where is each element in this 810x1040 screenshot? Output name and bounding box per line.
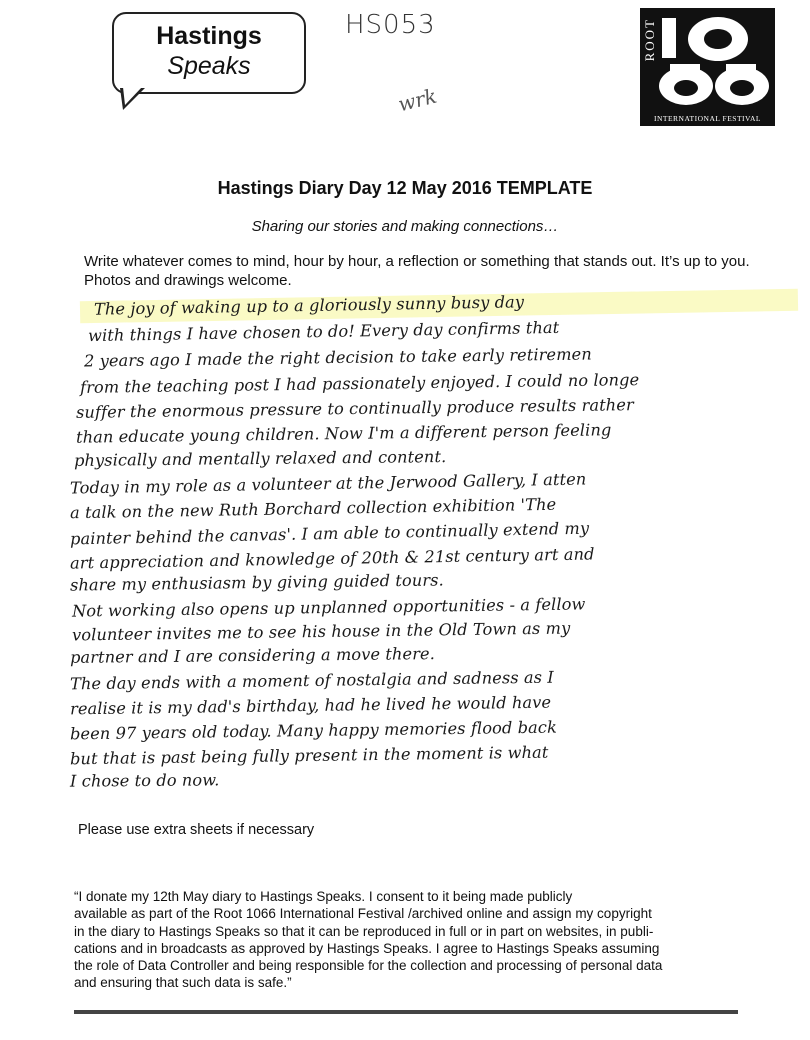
logo-line-hastings: Hastings <box>156 22 262 50</box>
diary-line: Today in my role as a volunteer at the Jerwood Gallery, I atten <box>69 469 587 498</box>
diary-line: physically and mentally relaxed and content. <box>73 447 447 470</box>
document-code: HS053 <box>345 10 436 40</box>
consent-line: cations and in broadcasts as approved by Hastings Speaks. I agree to Hastings Speaks assuming <box>74 940 660 956</box>
consent-line: and ensuring that such data is safe.” <box>74 975 292 991</box>
diary-line: been 97 years old today. Many happy memories flood back <box>69 717 558 744</box>
diary-line: volunteer invites me to see his house in the Old Town as my <box>71 618 571 645</box>
speech-bubble-tail-inner <box>123 87 142 105</box>
diary-line: realise it is my dad's birthday, had he lived he would have <box>69 692 552 719</box>
consent-line: “I donate my 12th May diary to Hastings Speaks. I consent to it being made publicly <box>74 889 573 904</box>
diary-line: art appreciation and knowledge of 20th & 21st century art and <box>69 544 595 573</box>
hastings-speaks-logo <box>112 12 306 94</box>
diary-line: but that is past being fully present in the moment is what <box>69 742 549 769</box>
diary-line: Not working also opens up unplanned opportunities - a fellow <box>71 594 586 621</box>
diary-line: suffer the enormous pressure to continually produce results rather <box>75 395 634 422</box>
page-title: Hastings Diary Day 12 May 2016 TEMPLATE <box>217 178 593 198</box>
logo-line-speaks: Speaks <box>167 52 251 80</box>
consent-line: the role of Data Controller and being responsible for the collection and processing of personal data <box>74 958 663 974</box>
consent-line: in the diary to Hastings Speaks so that it can be reproduced in full or in part on websites, in publi- <box>74 923 654 939</box>
bottom-divider <box>74 1010 738 1014</box>
consent-line: available as part of the Root 1066 International Festival /archived online and assign my copyright <box>74 906 652 922</box>
page-subtitle: Sharing our stories and making connections… <box>251 218 559 235</box>
diary-line: from the teaching post I had passionately enjoyed. I could no longe <box>79 370 640 397</box>
root-1066-numerals-icon <box>656 12 773 112</box>
diary-line: partner and I are considering a move there. <box>69 644 436 667</box>
root-1066-festival-logo <box>640 8 775 126</box>
diary-line: a talk on the new Ruth Borchard collection exhibition 'The <box>69 494 557 523</box>
diary-line: with things I have chosen to do! Every day confirms that <box>87 317 560 346</box>
diary-line: share my enthusiasm by giving guided tours. <box>69 570 444 595</box>
diary-line: 2 years ago I made the right decision to take early retiremen <box>83 344 592 371</box>
diary-line: The day ends with a moment of nostalgia and sadness as I <box>69 667 554 694</box>
consent-statement <box>74 888 764 992</box>
instructions-text: Write whatever comes to mind, hour by hour, a reflection or something that stands out. It’s up to you. Photos and drawings welcome. <box>84 253 750 289</box>
root-logo-word: ROOT <box>642 18 657 62</box>
handwritten-scribble: wrk <box>395 83 440 117</box>
extra-sheets-note: Please use extra sheets if necessary <box>78 822 315 838</box>
diary-line: painter behind the canvas'. I am able to continually extend my <box>69 518 590 549</box>
diary-line: than educate young children. Now I'm a different person feeling <box>75 420 612 447</box>
diary-line: The joy of waking up to a gloriously sunny busy day <box>93 292 525 319</box>
root-logo-tagline: INTERNATIONAL FESTIVAL <box>653 114 762 123</box>
diary-line: I chose to do now. <box>69 770 220 791</box>
